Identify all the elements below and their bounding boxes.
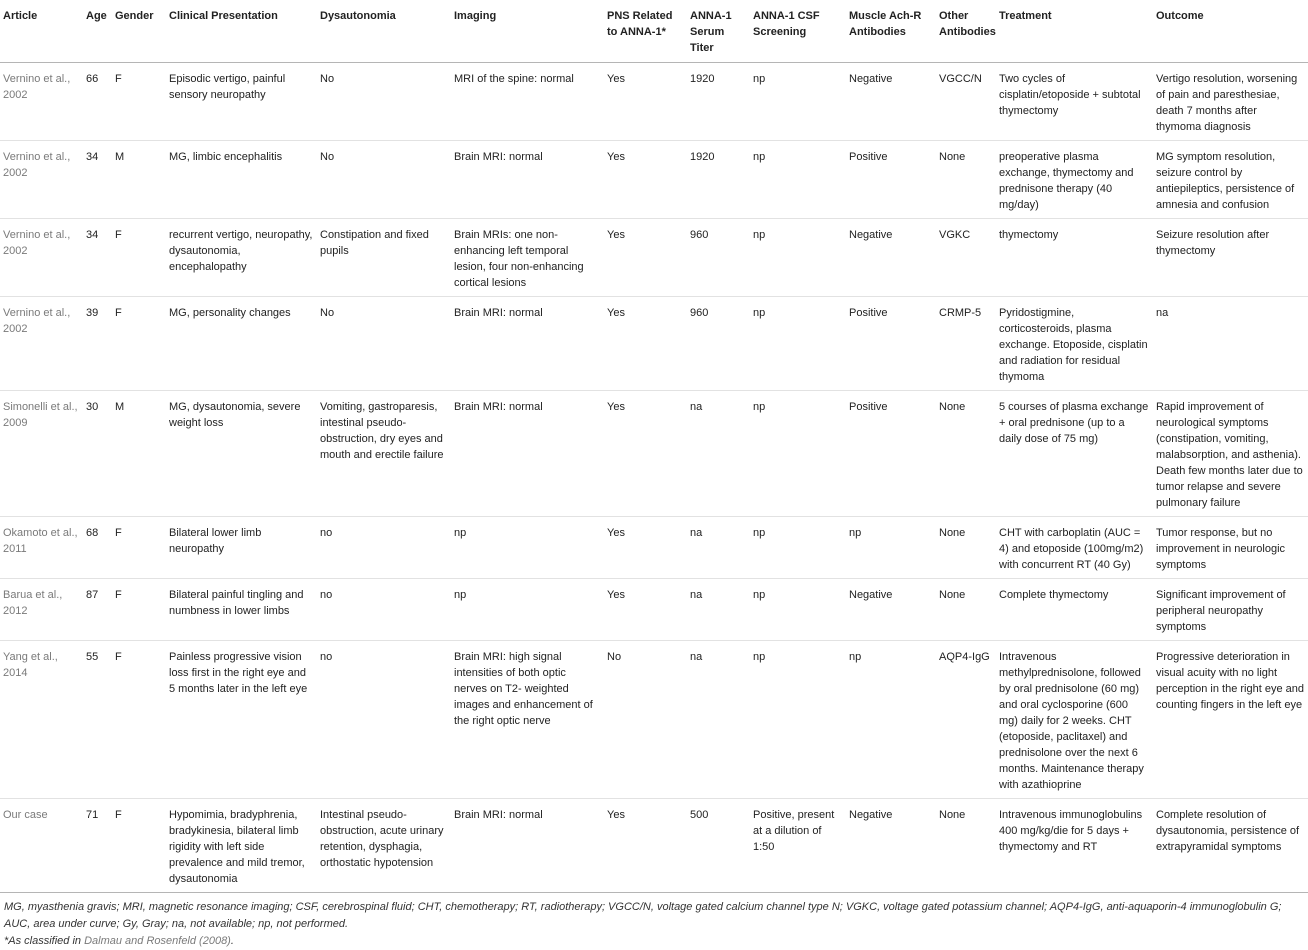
header-other: Other Antibodies bbox=[936, 0, 996, 63]
cell-treatment: Intravenous immunoglobulins 400 mg/kg/die for 5 days + thymectomy and RT bbox=[996, 799, 1153, 893]
header-outcome: Outcome bbox=[1153, 0, 1308, 63]
table-row bbox=[0, 141, 1308, 219]
cell-other: None bbox=[936, 579, 996, 641]
cell-serum: 500 bbox=[687, 799, 750, 893]
cell-ach: Negative bbox=[846, 63, 936, 141]
cell-dysautonomia: no bbox=[317, 641, 451, 799]
cell-other: VGCC/N bbox=[936, 63, 996, 141]
cell-pns: Yes bbox=[604, 799, 687, 893]
cell-pns: Yes bbox=[604, 297, 687, 391]
cell-serum: na bbox=[687, 579, 750, 641]
cell-age: 66 bbox=[83, 63, 112, 141]
cell-csf: np bbox=[750, 297, 846, 391]
cell-treatment: thymectomy bbox=[996, 219, 1153, 297]
cell-article[interactable]: Vernino et al., 2002 bbox=[0, 219, 83, 297]
header-treatment: Treatment bbox=[996, 0, 1153, 63]
cell-dysautonomia: No bbox=[317, 63, 451, 141]
cell-csf: np bbox=[750, 391, 846, 517]
cell-gender: F bbox=[112, 579, 166, 641]
cell-pns: No bbox=[604, 641, 687, 799]
cell-other: VGKC bbox=[936, 219, 996, 297]
header-clinical: Clinical Presentation bbox=[166, 0, 317, 63]
header-ach: Muscle Ach-R Antibodies bbox=[846, 0, 936, 63]
cell-dysautonomia: no bbox=[317, 579, 451, 641]
cell-csf: np bbox=[750, 219, 846, 297]
header-article: Article bbox=[0, 0, 83, 63]
cell-csf: np bbox=[750, 579, 846, 641]
cell-ach: np bbox=[846, 641, 936, 799]
cell-imaging: np bbox=[451, 579, 604, 641]
cell-treatment: 5 courses of plasma exchange + oral prednisone (up to a daily dose of 75 mg) bbox=[996, 391, 1153, 517]
cell-age: 55 bbox=[83, 641, 112, 799]
cell-imaging: np bbox=[451, 517, 604, 579]
cell-gender: F bbox=[112, 219, 166, 297]
cell-treatment: CHT with carboplatin (AUC = 4) and etoposide (100mg/m2) with concurrent RT (40 Gy) bbox=[996, 517, 1153, 579]
table-row bbox=[0, 799, 1308, 893]
cell-serum: 960 bbox=[687, 297, 750, 391]
cell-article[interactable]: Okamoto et al., 2011 bbox=[0, 517, 83, 579]
cell-treatment: Two cycles of cisplatin/etoposide + subtotal thymectomy bbox=[996, 63, 1153, 141]
abbreviations-note: MG, myasthenia gravis; MRI, magnetic resonance imaging; CSF, cerebrospinal fluid; CHT, chemotherapy; RT, radiotherapy; VGCC/N, voltage gated calcium channel type N; VGKC, voltage gated potassium channel; AQP4-IgG, anti-aquaporin-4 immunoglobulin G; AUC, area under curve; Gy, Gray; na, not available; np, not performed. bbox=[4, 901, 1282, 930]
cell-dysautonomia: no bbox=[317, 517, 451, 579]
cell-ach: Positive bbox=[846, 297, 936, 391]
cell-clinical: MG, personality changes bbox=[166, 297, 317, 391]
header-row bbox=[0, 0, 1308, 63]
table-row bbox=[0, 641, 1308, 799]
cell-csf: Positive, present at a dilution of 1:50 bbox=[750, 799, 846, 893]
cell-treatment: preoperative plasma exchange, thymectomy and prednisone therapy (40 mg/day) bbox=[996, 141, 1153, 219]
cell-outcome: Vertigo resolution, worsening of pain and paresthesiae, death 7 months after thymoma diagnosis bbox=[1153, 63, 1308, 141]
cell-gender: F bbox=[112, 799, 166, 893]
cell-ach: Negative bbox=[846, 579, 936, 641]
cell-age: 34 bbox=[83, 141, 112, 219]
asterisk-note-suffix: . bbox=[230, 935, 234, 947]
cell-article: Our case bbox=[0, 799, 83, 893]
table-footnotes bbox=[0, 893, 1308, 950]
cell-clinical: MG, dysautonomia, severe weight loss bbox=[166, 391, 317, 517]
cell-ach: Negative bbox=[846, 799, 936, 893]
cell-imaging: Brain MRI: high signal intensities of both optic nerves on T2- weighted images and enhancement of the right optic nerve bbox=[451, 641, 604, 799]
cell-outcome: Complete resolution of dysautonomia, persistence of extrapyramidal symptoms bbox=[1153, 799, 1308, 893]
asterisk-note-prefix: *As classified in bbox=[4, 935, 85, 947]
cell-csf: np bbox=[750, 641, 846, 799]
cell-article[interactable]: Vernino et al., 2002 bbox=[0, 297, 83, 391]
cell-treatment: Intravenous methylprednisolone, followed by oral prednisolone (60 mg) and oral cyclosporine (600 mg) daily for 2 weeks. CHT (etoposide, paclitaxel) and prednisolone over the next 6 months. Maintenance therapy with azathioprine bbox=[996, 641, 1153, 799]
cell-clinical: Painless progressive vision loss first in the right eye and 5 months later in the left eye bbox=[166, 641, 317, 799]
cell-other: CRMP-5 bbox=[936, 297, 996, 391]
cell-article[interactable]: Vernino et al., 2002 bbox=[0, 63, 83, 141]
cell-clinical: Episodic vertigo, painful sensory neuropathy bbox=[166, 63, 317, 141]
cell-pns: Yes bbox=[604, 219, 687, 297]
cell-dysautonomia: No bbox=[317, 141, 451, 219]
header-serum: ANNA-1 Serum Titer bbox=[687, 0, 750, 63]
cell-other: None bbox=[936, 391, 996, 517]
cell-gender: F bbox=[112, 641, 166, 799]
cell-serum: na bbox=[687, 641, 750, 799]
cell-pns: Yes bbox=[604, 63, 687, 141]
table-row bbox=[0, 391, 1308, 517]
cell-dysautonomia: Intestinal pseudo-obstruction, acute urinary retention, dysphagia, orthostatic hypotension bbox=[317, 799, 451, 893]
cell-age: 71 bbox=[83, 799, 112, 893]
cell-serum: na bbox=[687, 391, 750, 517]
cell-other: None bbox=[936, 799, 996, 893]
cell-serum: 1920 bbox=[687, 141, 750, 219]
cell-clinical: MG, limbic encephalitis bbox=[166, 141, 317, 219]
cell-treatment: Complete thymectomy bbox=[996, 579, 1153, 641]
cell-ach: Positive bbox=[846, 391, 936, 517]
reference-link[interactable]: Dalmau and Rosenfeld (2008) bbox=[84, 935, 231, 947]
cell-dysautonomia: Constipation and fixed pupils bbox=[317, 219, 451, 297]
cell-outcome: na bbox=[1153, 297, 1308, 391]
cell-age: 39 bbox=[83, 297, 112, 391]
header-gender: Gender bbox=[112, 0, 166, 63]
cell-csf: np bbox=[750, 517, 846, 579]
cell-gender: F bbox=[112, 517, 166, 579]
table-row bbox=[0, 63, 1308, 141]
cell-pns: Yes bbox=[604, 579, 687, 641]
cell-clinical: Bilateral painful tingling and numbness in lower limbs bbox=[166, 579, 317, 641]
cell-other: None bbox=[936, 141, 996, 219]
cell-imaging: Brain MRI: normal bbox=[451, 141, 604, 219]
cell-article[interactable]: Vernino et al., 2002 bbox=[0, 141, 83, 219]
cell-gender: M bbox=[112, 391, 166, 517]
cell-age: 87 bbox=[83, 579, 112, 641]
cell-age: 30 bbox=[83, 391, 112, 517]
cell-dysautonomia: No bbox=[317, 297, 451, 391]
cell-outcome: Tumor response, but no improvement in neurologic symptoms bbox=[1153, 517, 1308, 579]
cell-clinical: Hypomimia, bradyphrenia, bradykinesia, bilateral limb rigidity with left side prevalence and mild tremor, dysautonomia bbox=[166, 799, 317, 893]
cell-csf: np bbox=[750, 63, 846, 141]
cell-dysautonomia: Vomiting, gastroparesis, intestinal pseudo-obstruction, dry eyes and mouth and erectile failure bbox=[317, 391, 451, 517]
cell-imaging: Brain MRI: normal bbox=[451, 391, 604, 517]
table-row bbox=[0, 297, 1308, 391]
cell-outcome: Progressive deterioration in visual acuity with no light perception in the right eye and counting fingers in the left eye bbox=[1153, 641, 1308, 799]
cell-serum: na bbox=[687, 517, 750, 579]
header-pns: PNS Related to ANNA-1* bbox=[604, 0, 687, 63]
cell-serum: 1920 bbox=[687, 63, 750, 141]
cell-age: 68 bbox=[83, 517, 112, 579]
asterisk-note bbox=[4, 933, 1304, 950]
cell-article[interactable]: Yang et al., 2014 bbox=[0, 641, 83, 799]
cell-imaging: MRI of the spine: normal bbox=[451, 63, 604, 141]
cell-clinical: recurrent vertigo, neuropathy, dysautonomia, encephalopathy bbox=[166, 219, 317, 297]
header-csf: ANNA-1 CSF Screening bbox=[750, 0, 846, 63]
header-age: Age bbox=[83, 0, 112, 63]
cell-article[interactable]: Barua et al., 2012 bbox=[0, 579, 83, 641]
cell-serum: 960 bbox=[687, 219, 750, 297]
cell-ach: Positive bbox=[846, 141, 936, 219]
cell-gender: F bbox=[112, 297, 166, 391]
cell-ach: Negative bbox=[846, 219, 936, 297]
cell-outcome: Significant improvement of peripheral neuropathy symptoms bbox=[1153, 579, 1308, 641]
cell-other: None bbox=[936, 517, 996, 579]
cell-imaging: Brain MRIs: one non-enhancing left temporal lesion, four non-enhancing cortical lesions bbox=[451, 219, 604, 297]
cell-csf: np bbox=[750, 141, 846, 219]
table-row bbox=[0, 219, 1308, 297]
table-row bbox=[0, 517, 1308, 579]
cell-imaging: Brain MRI: normal bbox=[451, 799, 604, 893]
table-row bbox=[0, 579, 1308, 641]
cell-other: AQP4-IgG bbox=[936, 641, 996, 799]
header-imaging: Imaging bbox=[451, 0, 604, 63]
cell-gender: F bbox=[112, 63, 166, 141]
cell-article[interactable]: Simonelli et al., 2009 bbox=[0, 391, 83, 517]
cell-outcome: Rapid improvement of neurological symptoms (constipation, vomiting, malabsorption, and asthenia). Death few months later due to tumor relapse and severe pulmonary failure bbox=[1153, 391, 1308, 517]
cell-imaging: Brain MRI: normal bbox=[451, 297, 604, 391]
cell-outcome: Seizure resolution after thymectomy bbox=[1153, 219, 1308, 297]
cell-outcome: MG symptom resolution, seizure control by antiepileptics, persistence of amnesia and confusion bbox=[1153, 141, 1308, 219]
cell-pns: Yes bbox=[604, 141, 687, 219]
cell-treatment: Pyridostigmine, corticosteroids, plasma exchange. Etoposide, cisplatin and radiation for residual thymoma bbox=[996, 297, 1153, 391]
cell-age: 34 bbox=[83, 219, 112, 297]
cell-ach: np bbox=[846, 517, 936, 579]
cell-gender: M bbox=[112, 141, 166, 219]
cell-pns: Yes bbox=[604, 517, 687, 579]
cell-pns: Yes bbox=[604, 391, 687, 517]
header-dysautonomia: Dysautonomia bbox=[317, 0, 451, 63]
cell-clinical: Bilateral lower limb neuropathy bbox=[166, 517, 317, 579]
